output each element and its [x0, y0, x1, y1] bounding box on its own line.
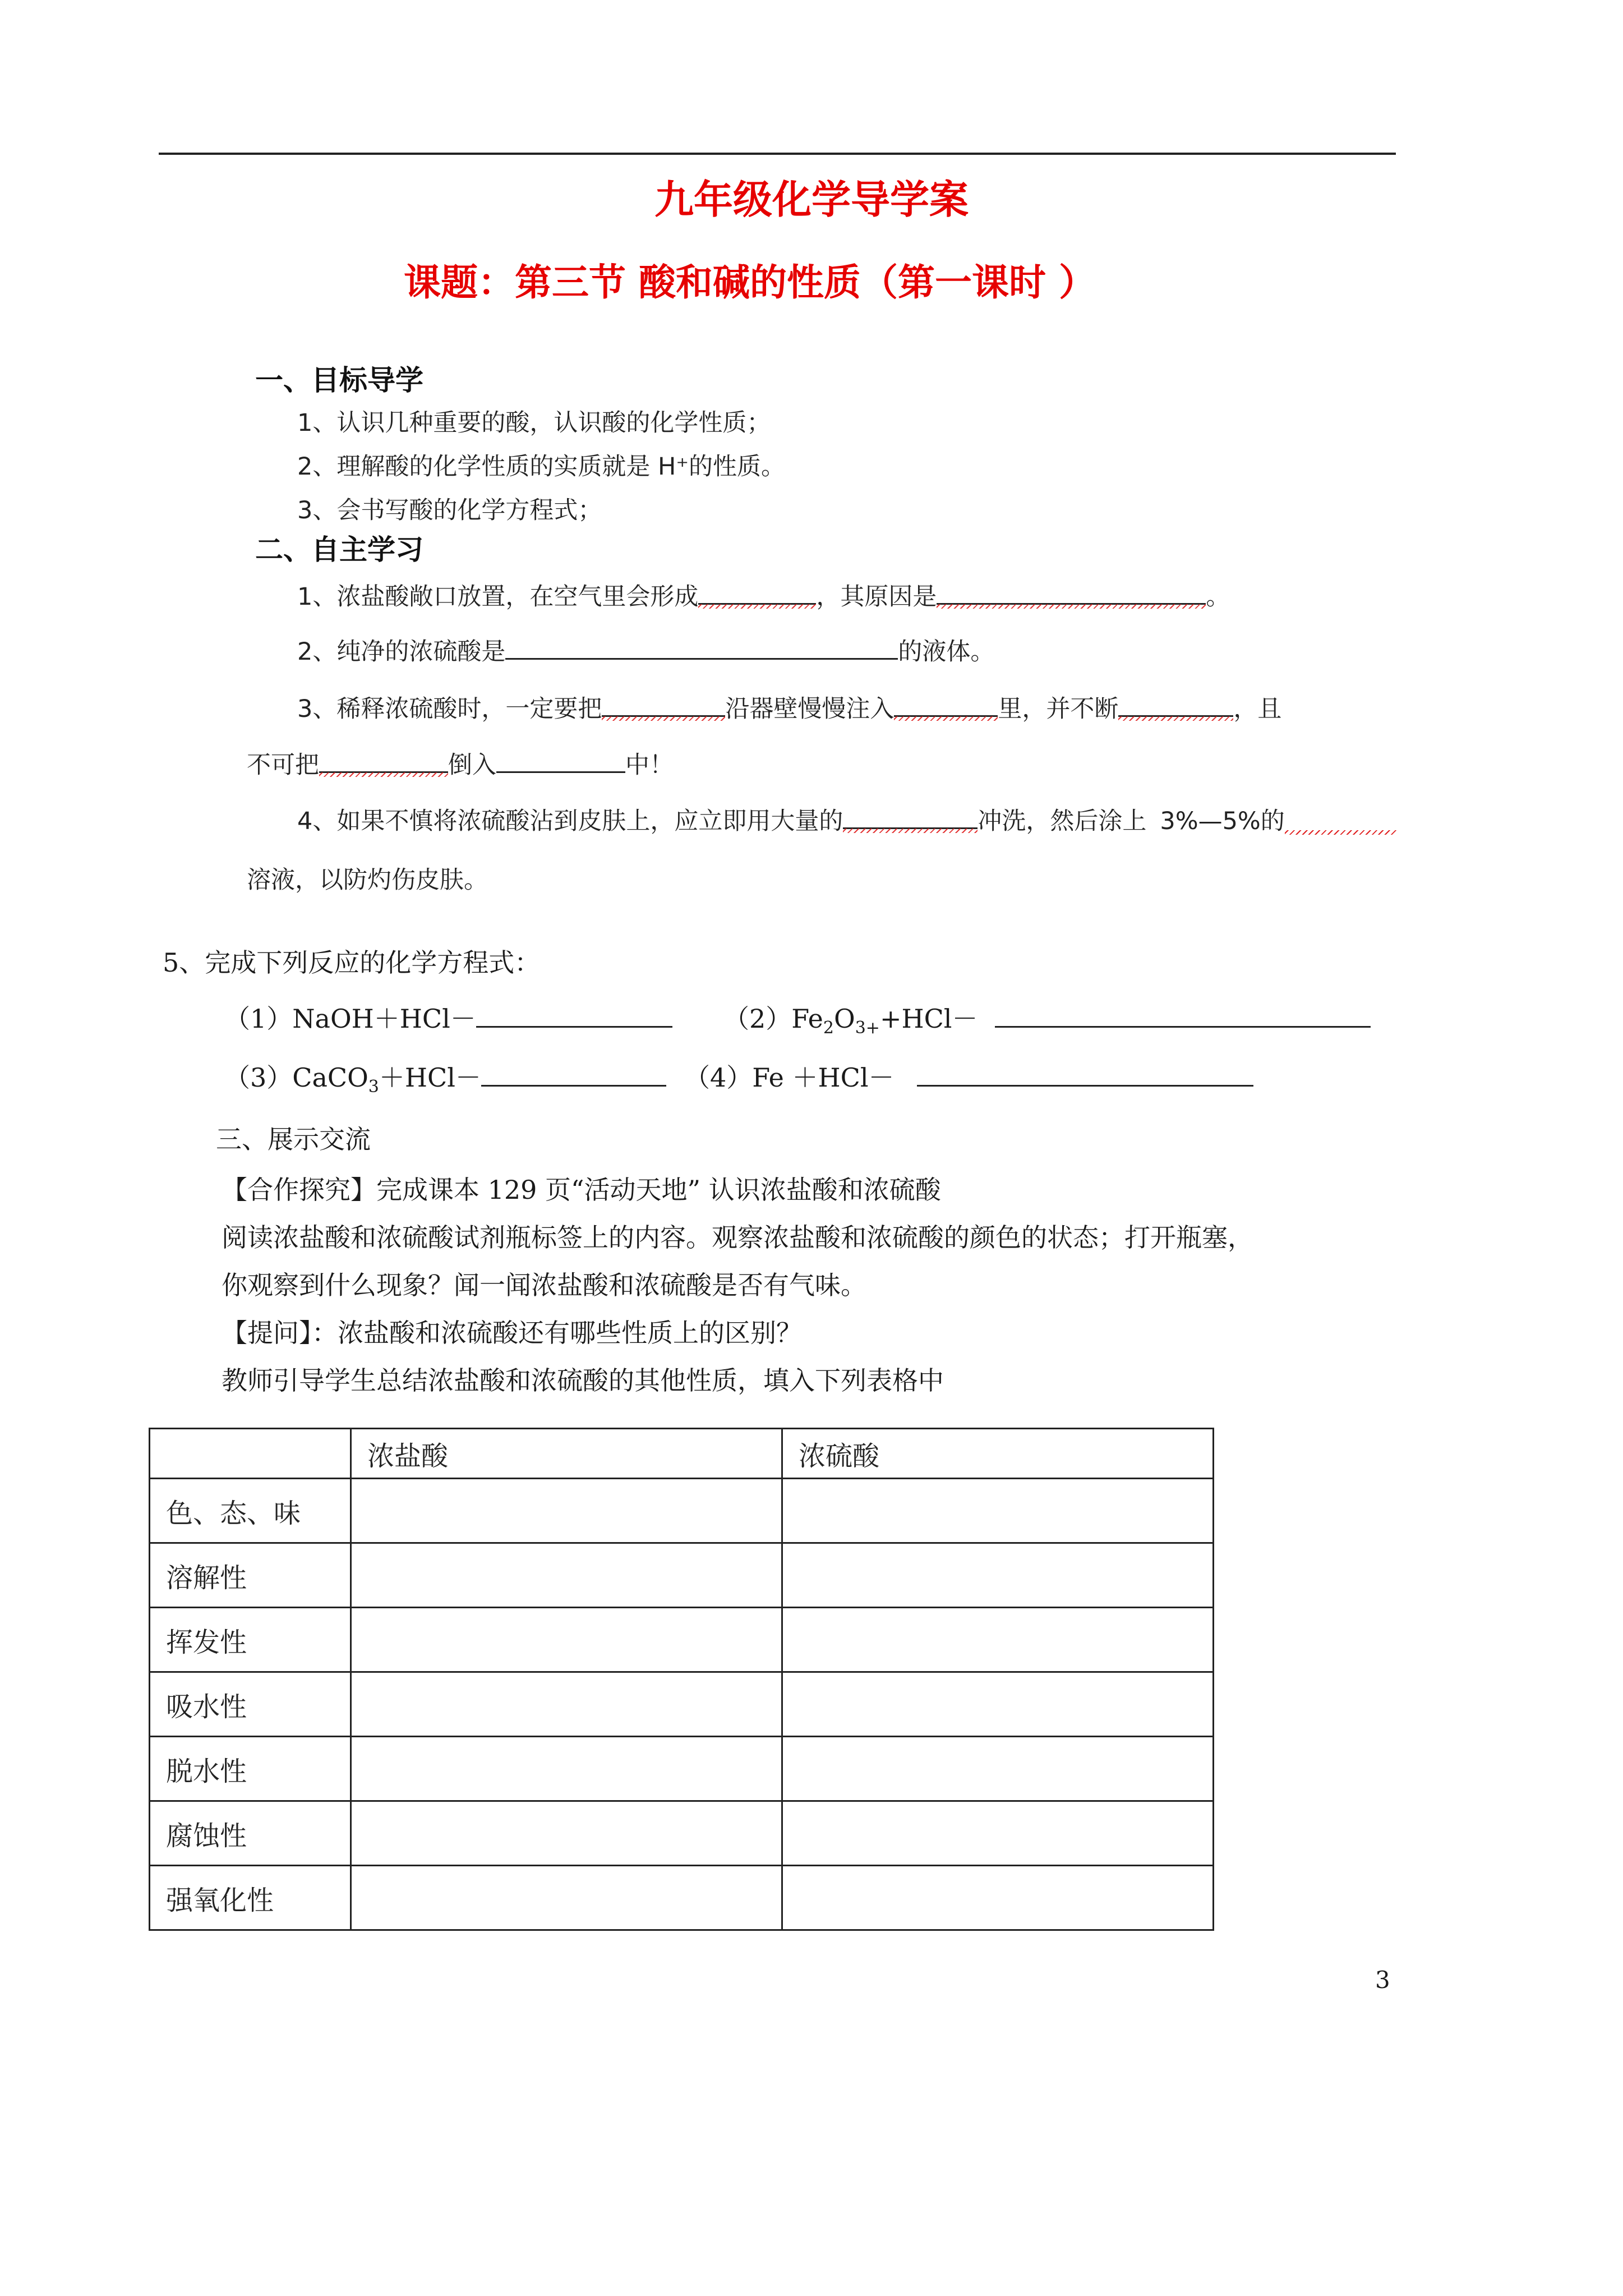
- lesson-subtitle: 课题：第三节 酸和碱的性质（第一课时 ）: [404, 260, 1096, 304]
- paragraph-instruction: 教师引导学生总结浓盐酸和浓硫酸的其他性质，填入下列表格中: [222, 1365, 944, 1396]
- answer-blank[interactable]: [937, 579, 1206, 605]
- equation-2-text-a: （2）Fe: [723, 1004, 823, 1034]
- table-header-cell: [150, 1429, 351, 1479]
- row-label: 吸水性: [150, 1672, 351, 1737]
- equation-3: [224, 1057, 666, 1097]
- answer-cell[interactable]: [782, 1737, 1214, 1801]
- answer-blank[interactable]: [505, 634, 898, 660]
- equation-2-text-b: O: [833, 1004, 855, 1034]
- table-row: [150, 1801, 1214, 1866]
- answer-cell[interactable]: [782, 1672, 1214, 1737]
- header-rule: [159, 153, 1396, 155]
- answer-cell[interactable]: [351, 1672, 782, 1737]
- subscript: 2: [823, 1018, 834, 1038]
- paragraph-reading: 阅读浓盐酸和浓硫酸试剂瓶标签上的内容。观察浓盐酸和浓硫酸的颜色的状态；打开瓶塞，: [222, 1222, 1253, 1253]
- answer-cell[interactable]: [351, 1866, 782, 1930]
- equation-blank[interactable]: [995, 1004, 1371, 1028]
- answer-cell[interactable]: [351, 1801, 782, 1866]
- question-2: [297, 633, 994, 667]
- answer-cell[interactable]: [351, 1737, 782, 1801]
- question-3-text-c: 里，并不断: [998, 695, 1119, 723]
- row-label: 腐蚀性: [150, 1801, 351, 1866]
- equation-blank[interactable]: [917, 1062, 1253, 1087]
- table-row: [150, 1866, 1214, 1930]
- question-3-text-f: 倒入: [448, 751, 496, 779]
- question-4-continued: 溶液，以防灼伤皮肤。: [247, 866, 488, 894]
- question-4-text-a: 4、如果不慎将浓硫酸沾到皮肤上，应立即用大量的: [297, 807, 843, 835]
- answer-blank[interactable]: [894, 692, 998, 717]
- question-2-text-b: 的液体。: [898, 638, 995, 666]
- answer-cell[interactable]: [782, 1543, 1214, 1608]
- row-label: 色、态、味: [150, 1479, 351, 1543]
- equation-blank[interactable]: [481, 1062, 666, 1087]
- row-label: 脱水性: [150, 1737, 351, 1801]
- answer-blank[interactable]: [319, 748, 448, 773]
- answer-blank[interactable]: [496, 748, 625, 773]
- table-row: [150, 1672, 1214, 1737]
- page-title: 九年级化学导学案: [654, 176, 969, 223]
- answer-blank[interactable]: [1118, 692, 1233, 717]
- section-heading-self-study: 二、自主学习: [255, 533, 423, 566]
- paragraph-question: 【提问】：浓盐酸和浓硫酸还有哪些性质上的区别？: [222, 1318, 802, 1348]
- section-heading-goals: 一、目标导学: [255, 364, 423, 397]
- question-2-text-a: 2、纯净的浓硫酸是: [297, 638, 506, 666]
- question-3-text-d: ，且: [1233, 695, 1282, 723]
- question-3: [297, 690, 1281, 724]
- question-3-text-b: 沿器壁慢慢注入: [725, 695, 895, 723]
- answer-space[interactable]: [1285, 806, 1397, 829]
- question-1: [297, 578, 1230, 612]
- equation-4-text: （4）Fe ＋HCl－: [684, 1062, 895, 1093]
- answer-cell[interactable]: [351, 1479, 782, 1543]
- table-header-row: [150, 1429, 1214, 1479]
- equation-blank[interactable]: [476, 1004, 672, 1028]
- question-4-text-c: 3%—5%的: [1160, 807, 1285, 835]
- answer-cell[interactable]: [782, 1479, 1214, 1543]
- properties-table: [149, 1428, 1214, 1931]
- equation-4: [684, 1057, 1253, 1094]
- row-label: 溶解性: [150, 1543, 351, 1608]
- table-row: [150, 1608, 1214, 1672]
- answer-blank[interactable]: [602, 692, 725, 717]
- equation-2: [723, 999, 1371, 1038]
- paragraph-cooperative-inquiry: 【合作探究】完成课本 129 页“活动天地” 认识浓盐酸和浓硫酸: [222, 1175, 941, 1205]
- table-row: [150, 1737, 1214, 1801]
- answer-cell[interactable]: [351, 1543, 782, 1608]
- question-3-continued: [247, 746, 674, 780]
- answer-blank[interactable]: [698, 579, 816, 605]
- question-3-text-a: 3、稀释浓硫酸时，一定要把: [297, 695, 602, 723]
- question-1-text-a: 1、浓盐酸敞口放置，在空气里会形成: [297, 583, 699, 611]
- answer-cell[interactable]: [782, 1801, 1214, 1866]
- question-3-text-g: 中！: [625, 751, 674, 779]
- question-3-text-e: 不可把: [247, 751, 319, 779]
- goal-item-3: 3、会书写酸的化学方程式；: [297, 496, 602, 524]
- paragraph-observe: 你观察到什么现象？闻一闻浓盐酸和浓硫酸是否有气味。: [222, 1270, 866, 1300]
- question-1-text-c: 。: [1206, 583, 1230, 611]
- table-row: [150, 1543, 1214, 1608]
- equation-3-text-b: ＋HCl－: [379, 1062, 481, 1093]
- row-label: 强氧化性: [150, 1866, 351, 1930]
- question-1-text-b: ，其原因是: [816, 583, 937, 611]
- goal-item-2: 2、理解酸的化学性质的实质就是 H⁺的性质。: [297, 453, 786, 481]
- section-heading-exchange: 三、展示交流: [216, 1124, 371, 1154]
- answer-cell[interactable]: [782, 1608, 1214, 1672]
- table-header-cell: 浓盐酸: [351, 1429, 782, 1479]
- answer-cell[interactable]: [782, 1866, 1214, 1930]
- answer-blank[interactable]: [843, 804, 978, 829]
- answer-cell[interactable]: [351, 1608, 782, 1672]
- equation-1-text: （1）NaOH＋HCl－: [224, 1004, 476, 1034]
- table-row: [150, 1479, 1214, 1543]
- equation-3-text-a: （3）CaCO: [224, 1062, 368, 1093]
- goal-item-1: 1、认识几种重要的酸，认识酸的化学性质；: [297, 409, 771, 437]
- equations-heading: 5、完成下列反应的化学方程式：: [163, 947, 541, 978]
- question-4: [297, 802, 1397, 836]
- subscript: 3: [368, 1077, 379, 1097]
- equation-1: [224, 999, 672, 1036]
- question-4-text-b: 冲洗，然后涂上: [978, 807, 1147, 835]
- table-header-cell: 浓硫酸: [782, 1429, 1214, 1479]
- subscript: 3+: [855, 1018, 880, 1038]
- equation-2-text-c: +HCl－: [879, 1004, 978, 1034]
- row-label: 挥发性: [150, 1608, 351, 1672]
- page-number: 3: [1375, 1966, 1390, 1994]
